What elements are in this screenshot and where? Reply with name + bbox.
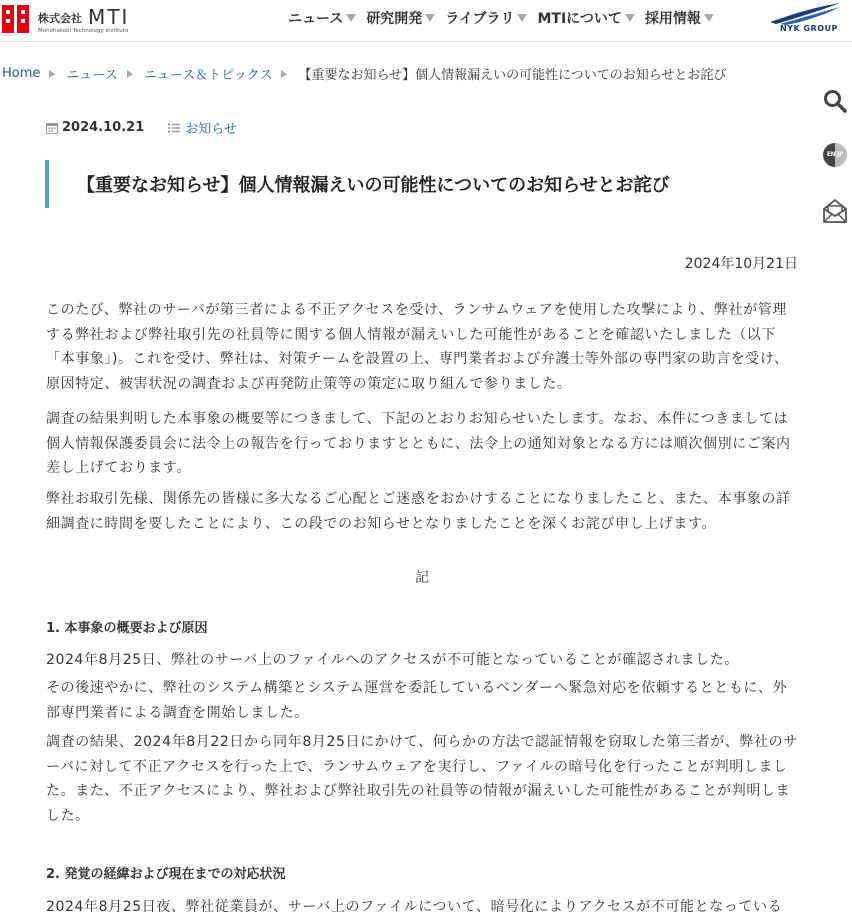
breadcrumb-news-topics[interactable]: ニュース＆トピックス xyxy=(143,68,273,83)
nav-library[interactable] xyxy=(445,8,527,28)
section-paragraph: 2024年8月25日、弊社のサーバ上のファイルへのアクセスが不可能となっていることが確認されました。 xyxy=(46,652,739,668)
article-date: 2024.10.21 xyxy=(62,120,145,135)
breadcrumb-current: 【重要なお知らせ】個人情報漏えいの可能性についてのお知らせとお詫び xyxy=(298,68,727,83)
calendar-icon xyxy=(46,122,58,134)
category-list-icon xyxy=(168,122,180,134)
breadcrumb-separator-icon xyxy=(49,70,55,78)
caret-down-icon xyxy=(625,14,635,22)
language-switch[interactable] xyxy=(822,142,848,168)
nav-research-label: 研究開発 xyxy=(366,11,423,27)
logo-name: MTI xyxy=(88,5,130,29)
article-meta xyxy=(46,118,237,137)
intro-paragraph: 弊社お取引先様、関係先の皆様に多大なるご心配とご迷惑をおかけすることになりましたこと、また、本事象の詳細調査に時間を要したことにより、この段でのお知らせとなりましたことを深くお詫び申し上げます。 xyxy=(46,491,791,532)
nav-library-label: ライブラリ xyxy=(445,11,515,27)
caret-down-icon xyxy=(704,14,714,22)
caret-down-icon xyxy=(425,14,435,22)
search-icon xyxy=(822,88,848,114)
nav-recruit-label: 採用情報 xyxy=(644,11,701,27)
intro-paragraph: 調査の結果判明した本事象の概要等につきまして、下記のとおりお知らせいたします。なお、本件につきましては個人情報保護委員会に法令上の報告を行っておりますとともに、法令上の通知対象となる方には順次個別にご案内差し上げております。 xyxy=(46,411,791,476)
nav-research[interactable] xyxy=(366,8,435,28)
mail-icon xyxy=(822,198,848,224)
section-paragraph: 調査の結果、2024年8月22日から同年8月25日にかけて、何らかの方法で認証情報を窃取した第三者が、弊社のサーバに対して不正アクセスを行った上で、ランサムウェアを実行し、ファイルの暗号化を行ったことが判明しました。また、不正アクセスにより、弊社および弊社取引先の社員等の情報が漏えいした可能性があることが判明しました。 xyxy=(46,734,798,824)
nav-news[interactable] xyxy=(288,8,356,28)
mti-logo-mark xyxy=(2,5,30,33)
intro-paragraph: このたび、弊社のサーバが第三者による不正アクセスを受け、ランサムウェアを使用した攻撃により、弊社が管理する弊社および弊社取引先の社員等に関する個人情報が漏えいした可能性があることを確認いたしました（以下「本事象」)。これを受け、弊社は、対策チームを設置の上、専門業者および弁護士等外部の専門家の助言を受け、原因特定、被害状況の調査および再発防止策等の策定に取り組んで参りました。 xyxy=(46,302,789,392)
nav-news-label: ニュース xyxy=(288,11,344,27)
published-date: 2024年10月21日 xyxy=(684,256,798,272)
section-paragraph: 2024年8月25日夜、弊社従業員が、サーバ上のファイルについて、暗号化によりアクセスが不可能となっている xyxy=(46,899,783,915)
article-category-link[interactable]: お知らせ xyxy=(185,122,237,137)
article-title-box xyxy=(45,160,797,208)
section-heading: 2. 発覚の経緯および現在までの対応状況 xyxy=(46,867,286,882)
caret-down-icon xyxy=(346,14,356,22)
global-nav xyxy=(288,8,724,28)
contact-button[interactable] xyxy=(822,198,848,224)
mti-logo[interactable] xyxy=(2,4,142,36)
caret-down-icon xyxy=(517,14,527,22)
language-label: EN JP xyxy=(826,151,844,158)
logo-tagline: Monohakobi Technology Institute xyxy=(38,28,129,34)
nav-recruit[interactable] xyxy=(645,8,714,28)
article-title: 【重要なお知らせ】個人情報漏えいの可能性についてのお知らせとお詫び xyxy=(77,175,670,196)
nav-about-label: MTIについて xyxy=(537,11,622,27)
nyk-group-label: NYK GROUP xyxy=(780,24,838,33)
ki-marker: 記 xyxy=(415,570,429,586)
section-heading: 1. 本事象の概要および原因 xyxy=(46,621,208,636)
section-paragraph: その後速やかに、弊社のシステム構築とシステム運営を委託しているベンダーへ緊急対応を依頼するとともに、外部専門業者による調査を開始しました。 xyxy=(46,680,788,721)
search-button[interactable] xyxy=(822,88,848,114)
breadcrumb-separator-icon xyxy=(281,70,287,78)
nav-about[interactable] xyxy=(537,8,634,28)
nyk-swoosh-icon xyxy=(766,2,842,26)
logo-company: 株式会社 xyxy=(38,12,82,25)
breadcrumb-home[interactable]: Home xyxy=(2,66,41,81)
breadcrumb-separator-icon xyxy=(127,70,133,78)
breadcrumb xyxy=(2,64,726,83)
breadcrumb-news[interactable]: ニュース xyxy=(66,68,118,83)
site-header xyxy=(0,0,852,42)
nyk-group-logo[interactable] xyxy=(766,2,842,36)
